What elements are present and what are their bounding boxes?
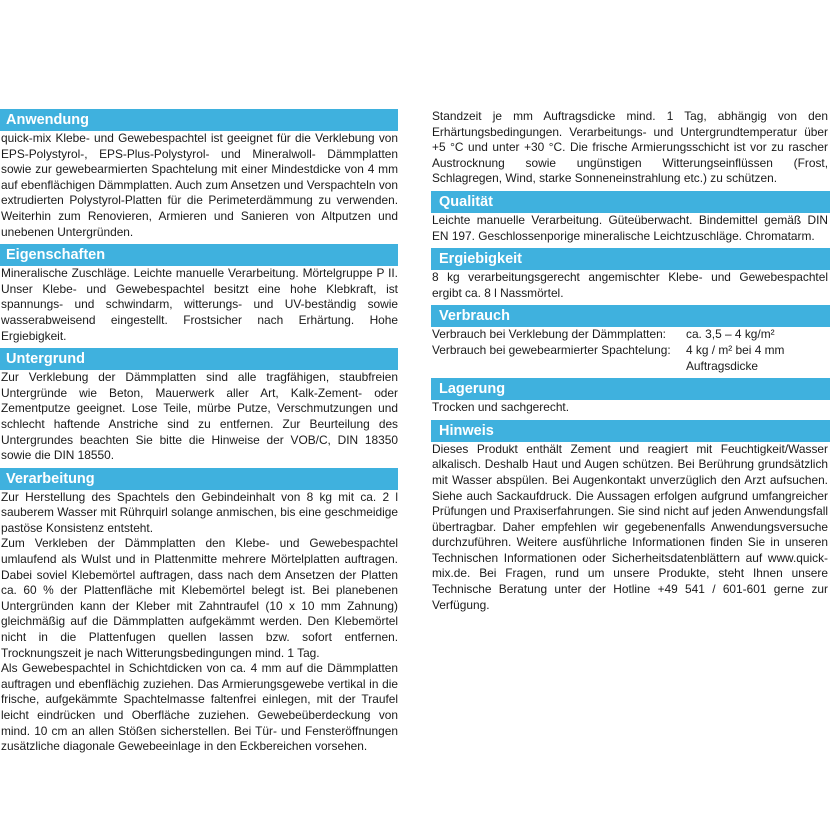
section-heading-verbrauch: Verbrauch xyxy=(431,305,830,327)
section-eigenschaften xyxy=(0,244,398,344)
right-column xyxy=(431,109,830,613)
verbrauch-label: Verbrauch bei Verklebung der Dämmplatten: xyxy=(432,327,666,342)
verarbeitung-text-1: Zur Herstellung des Spachtels den Gebindeinhalt von 8 kg mit ca. 2 l sauberem Wasser mit Rührquirl solange anmischen, bis eine geschmeidige pastöse Konsistenz entsteht. xyxy=(1,489,398,535)
left-column xyxy=(0,109,398,755)
section-untergrund xyxy=(0,348,398,464)
section-ergiebigkeit xyxy=(431,248,830,301)
verbrauch-value: 4 kg / m² bei 4 mm Auftragsdicke xyxy=(686,342,785,373)
verarbeitung-text-3: Als Gewebespachtel in Schichtdicken von ca. 4 mm auf die Dämmplatten auftragen und ebenflächig zuziehen. Das Armierungsgewebe vertikal in die frische, aufgekämmte Spachtelmasse faltenfrei einlegen, mit der Traufel leicht eindrücken und Oberfläche zuziehen. Gewebeüberdeckung von mind. 10 cm an allen Stößen sicherstellen. Bei Tür- und Fensteröffnungen zusätzliche diagonale Gewebeeinlage in den Eckbereichen vorsehen. xyxy=(1,661,398,754)
untergrund-text: Zur Verklebung der Dämmplatten sind alle tragfähigen, staubfreien Untergründe wie Beton, Mauerwerk aller Art, Kalk-Zement- oder Zementputze geeignet. Lose Teile, mürbe Putze, Verschmutzungen und schlecht haftende Anstriche sind zu entfernen. Zur Beurteilung des Untergrundes beachten Sie bitte die Hinweise der VOB/C, DIN 18350 sowie die DIN 18550. xyxy=(1,370,398,463)
section-qualitaet xyxy=(431,191,830,244)
section-verbrauch xyxy=(431,305,830,374)
verbrauch-value: ca. 3,5 – 4 kg/m² xyxy=(686,327,775,342)
hinweis-text: Dieses Produkt enthält Zement und reagiert mit Feuchtigkeit/Wasser alkalisch. Deshalb Haut und Augen schützen. Bei Berührung grundsätzlich mit Wasser abspülen. Bei Augenkontakt unverzüglich den Arzt aufsuchen. Siehe auch Sackaufdruck. Die Aussagen erfolgen aufgrund umfangreicher Prüfungen und Praxiserfahrungen. Sie sind nicht auf jeden Anwendungsfall übertragbar. Daher empfehlen wir gegebenenfalls Anwendungsversuche durchzuführen. Weitere ausführliche Informationen finden Sie in unseren Technischen Informationen oder Sicherheitsdatenblättern auf www.quick-mix.de. Bei Fragen, rund um unsere Produkte, steht Ihnen unsere Technische Beratung unter der Hotline +49 541 / 601-601 gerne zur Verfügung. xyxy=(432,441,828,612)
verbrauch-label: Verbrauch bei gewebearmierter Spachtelung: xyxy=(432,342,671,357)
section-heading-anwendung: Anwendung xyxy=(0,109,398,131)
section-heading-qualitaet: Qualität xyxy=(431,191,830,213)
verarbeitung-continued-text: Standzeit je mm Auftragsdicke mind. 1 Tag, abhängig von den Erhärtungsbedingungen. Verarbeitungs- und Untergrundtemperatur über +5 °C und unter +30 °C. Die frische Armierungsschicht ist vor zu rascher Austrocknung sowie ungünstigen Witterungseinflüssen (Frost, Schlagregen, Wind, starke Sonneneinstrahlung etc.) zu schützen. xyxy=(432,109,828,186)
verbrauch-row xyxy=(431,327,830,343)
section-lagerung xyxy=(431,378,830,416)
section-heading-eigenschaften: Eigenschaften xyxy=(0,244,398,266)
section-anwendung xyxy=(0,109,398,240)
qualitaet-text: Leichte manuelle Verarbeitung. Güteüberwacht. Bindemittel gemäß DIN EN 197. Geschlossenporige mineralische Leichtzuschläge. Chromatarm. xyxy=(432,212,828,243)
section-heading-untergrund: Untergrund xyxy=(0,348,398,370)
ergiebigkeit-text: 8 kg verarbeitungsgerecht angemischter Klebe- und Gewebespachtel ergibt ca. 8 l Nassmörtel. xyxy=(432,270,828,300)
anwendung-text: quick-mix Klebe- und Gewebespachtel ist geeignet für die Verklebung von EPS-Polystyrol-, EPS-Plus-Polystyrol- und Mineralwoll- Dämmplatten sowie zur gewebearmierten Spachtelung mit einer Mindestdicke von 4 mm auf ebenflächigen Dämmplatten. Auch zum Ansetzen und Verspachteln von extrudierten Polystyrol-Platten für die Perimeterdämmung zu verwenden. Weiterhin zum Renovieren, Armieren und Sanieren von Altputzen und unebenen Untergründen. xyxy=(1,131,398,239)
verarbeitung-text-2: Zum Verkleben der Dämmplatten den Klebe- und Gewebespachtel umlaufend als Wulst und in Plattenmitte mehrere Mörtelplatten auftragen. Dabei soviel Klebemörtel auftragen, dass nach dem Ansetzen der Platten ca. 60 % der Plattenfläche mit Klebemörtel belegt ist. Bei planebenen Untergründen kann der Kleber mit Zahntraufel (10 x 10 mm Zahnung) gleichmäßig auf die Dämmplatten aufgekämmt werden. Den Klebemörtel nicht in die Plattenfugen quellen lassen bzw. sofort entfernen. Trocknungszeit je nach Witterungsbedingungen mind. 1 Tag. xyxy=(1,536,398,660)
section-hinweis xyxy=(431,420,830,614)
section-verarbeitung xyxy=(0,468,398,755)
section-heading-verarbeitung: Verarbeitung xyxy=(0,468,398,490)
verbrauch-row xyxy=(431,343,830,374)
section-heading-lagerung: Lagerung xyxy=(431,378,830,400)
eigenschaften-text: Mineralische Zuschläge. Leichte manuelle Verarbeitung. Mörtelgruppe P II. Unser Klebe- und Gewebespachtel besitzt eine hohe Klebkraft, ist spannungs- und schwindarm, witterungs- und UV-beständig sowie wasserabweisend eingestellt. Frostsicher nach Erhärtung. Hohe Ergiebigkeit. xyxy=(1,266,398,343)
section-heading-hinweis: Hinweis xyxy=(431,420,830,442)
section-heading-ergiebigkeit: Ergiebigkeit xyxy=(431,248,830,270)
lagerung-text: Trocken und sachgerecht. xyxy=(432,400,570,415)
